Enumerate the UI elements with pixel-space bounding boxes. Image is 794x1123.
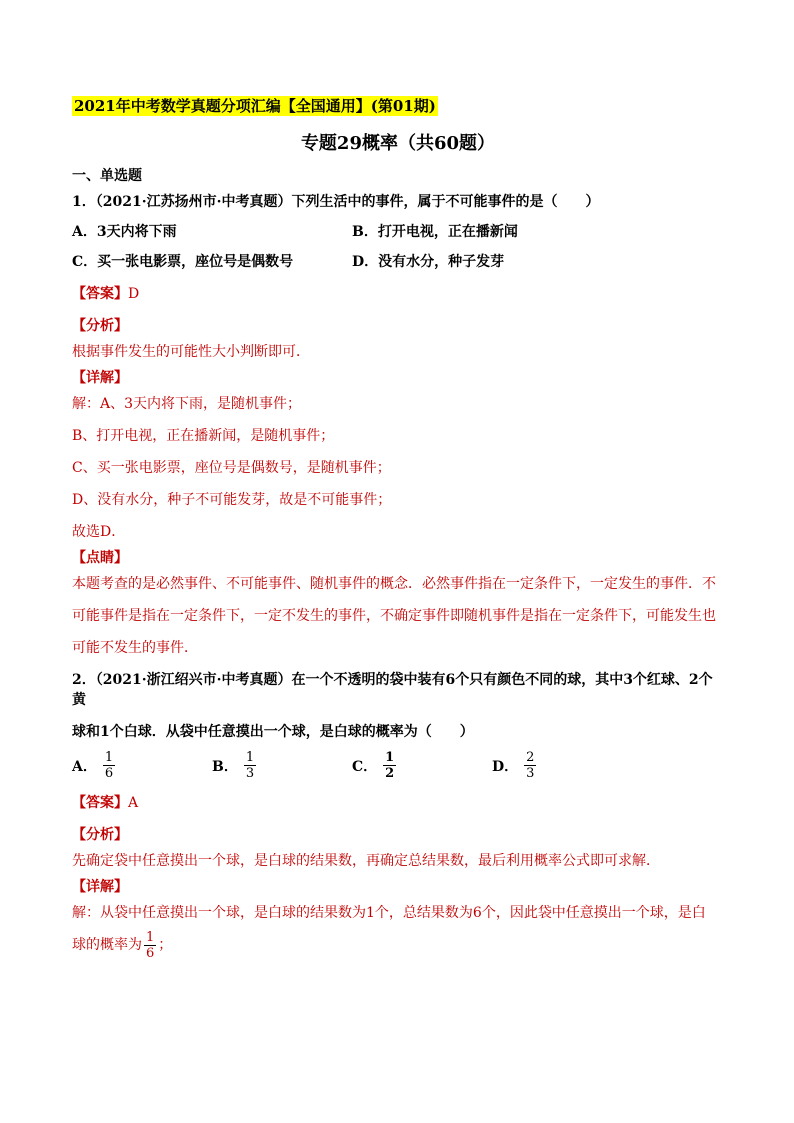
fraction: $\frac{2}{3}$ — [526, 750, 535, 781]
topic-title: 专题29概率（共60题） — [300, 133, 496, 154]
q2-detail-line-1: 解：从袋中任意摸出一个球，是白球的结果数为1个，总结果数为6个，因此袋中任意摸出一个球，是白 — [72, 905, 706, 921]
question-2-stem-line-1: 2．（2021·浙江绍兴市·中考真题）在一个不透明的袋中装有6个只有颜色不同的球，其中3个红球、2个黄 — [72, 672, 713, 708]
q1-comment-label: 【点睛】 — [72, 550, 128, 566]
q1-detail-line: D、没有水分，种子不可能发芽，故是不可能事件； — [72, 492, 392, 508]
question-1-stem: 1．（2021·江苏扬州市·中考真题）下列生活中的事件，属于不可能事件的是（ ） — [72, 194, 600, 210]
q1-answer: 【答案】D — [72, 286, 140, 302]
q1-detail-line: B、打开电视，正在播新闻，是随机事件； — [72, 428, 335, 444]
fraction: $\frac{1}{3}$ — [245, 750, 255, 781]
q1-comment-line: 可能不发生的事件． — [72, 640, 198, 656]
question-1-options-row-2 — [72, 252, 724, 272]
q2-detail-line-2: 球的概率为 $\frac{1}{6}$ ； — [72, 929, 173, 961]
fraction: $\frac{1}{6}$ — [146, 929, 155, 961]
q1-detail-line: 故选D． — [72, 524, 126, 540]
q1-comment-line: 可能事件是指在一定条件下，一定不发生的事件，不确定事件即随机事件是指在一定条件下，可能发生也 — [72, 608, 716, 624]
question-1-options-row-1 — [72, 222, 724, 242]
fraction: $\frac{1}{2}$ — [385, 750, 395, 781]
q1-detail-line: 解：A、3天内将下雨，是随机事件； — [72, 396, 302, 412]
q1-option-a: A．3天内将下雨 — [72, 224, 177, 240]
series-title: 2021年中考数学真题分项汇编【全国通用】(第01期) — [74, 97, 436, 115]
q2-option-d: D． $\frac{2}{3}$ — [492, 750, 535, 781]
q1-detail-line: C、买一张电影票，座位号是偶数号，是随机事件； — [72, 460, 391, 476]
fraction: $\frac{1}{6}$ — [104, 750, 114, 781]
q1-option-d: D．没有水分，种子发芽 — [352, 254, 505, 270]
q1-option-c: C．买一张电影票，座位号是偶数号 — [72, 254, 294, 270]
question-2-options — [72, 750, 724, 781]
section-heading: 一、单选题 — [72, 168, 142, 184]
q1-option-b: B．打开电视，正在播新闻 — [352, 224, 518, 240]
q2-option-a: A． $\frac{1}{6}$ — [72, 750, 114, 781]
question-2-stem-line-2: 球和1个白球．从袋中任意摸出一个球，是白球的概率为（ ） — [72, 724, 474, 740]
q2-answer: 【答案】A — [72, 795, 139, 811]
q1-detail-label: 【详解】 — [72, 370, 128, 386]
q1-analysis: 根据事件发生的可能性大小判断即可． — [72, 344, 310, 360]
q1-comment-line: 本题考查的是必然事件、不可能事件、随机事件的概念．必然事件指在一定条件下，一定发生的事件．不 — [72, 576, 716, 592]
q1-analysis-label: 【分析】 — [72, 318, 128, 334]
q2-option-b: B． $\frac{1}{3}$ — [212, 750, 255, 781]
q2-detail-label: 【详解】 — [72, 879, 128, 895]
q2-analysis: 先确定袋中任意摸出一个球，是白球的结果数，再确定总结果数，最后利用概率公式即可求解． — [72, 853, 660, 869]
q2-option-c: C． $\frac{1}{2}$ — [352, 750, 395, 781]
document-page — [72, 96, 724, 961]
q2-analysis-label: 【分析】 — [72, 827, 128, 843]
